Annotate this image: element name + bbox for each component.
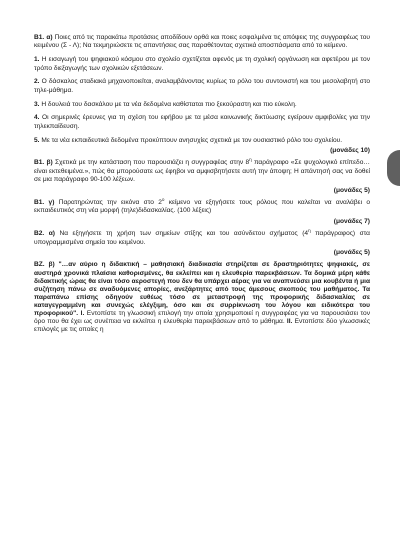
- marks-b2a: (μονάδες 5): [333, 249, 370, 257]
- statement-number: 1.: [34, 56, 40, 64]
- question-text: Εντοπίστε τη γλωσσική επιλογή την οποία χρησιμοποιεί η συγγραφέας για να παρουσιάσει τον όρο που θα έχει ως συνέπεια να εκλείπει η ελευθερία παρεκβάσεων από το μάθημα.: [34, 310, 370, 326]
- question-b2b: [34, 261, 370, 334]
- question-text: Παρατηρώντας την εικόνα στο 2: [54, 199, 162, 207]
- statement-4: [34, 114, 370, 131]
- question-b2a: [34, 230, 370, 247]
- statement-text: Με τα νέα εκπαιδευτικά δεδομένα προκύπτουν ανησυχίες σχετικά με τον ουσιαστικό ρόλο του σχολείου.: [39, 136, 343, 144]
- statement-5: [34, 137, 370, 145]
- statement-number: 3.: [34, 100, 40, 108]
- question-label: Β1. γ): [34, 199, 55, 207]
- statement-1: [34, 56, 370, 73]
- quoted-excerpt: "…αν αύριο η διδακτική – μαθησιακή διαδικασία στηρίζεται σε δραστηριότητες ψηφιακές, σε αυστηρά χρονικά πλαίσια καθορισμένες, θα εκλείπει και η ελευθερία παρεκβάσεων. Τα δομικά μέρη κάθε διδακτικής ώρας θα είναι τόσο αεροστεγή που δεν θα υπάρχει αέρας για να αναπνεύσει μια κουβέντα ή μια συζήτηση πάνω σε αναδυόμενες απορίες, ανεξάρτητες από τους άμεσους σκοπούς του μαθήματος. Τα παραπάνω επίσης οδηγούν ευθέως τόσο σε μεταστροφή της προφορικής διδασκαλίας σε καταγεγραμμένη και συνεχώς ελέγξιμη, όσο και σε συρρίκνωση του λόγου και ειδικότερα του προφορικού". I.: [34, 261, 370, 318]
- question-label: Β1. α): [34, 34, 53, 41]
- statement-2: [34, 78, 370, 95]
- question-text: Σχετικά με την κατάσταση που παρουσιάζει η συγγραφέας στην 8: [52, 159, 250, 167]
- question-text: Να εξηγήσετε τη χρήση των σημείων στίξης και του ασύνδετου σχήματος (4: [55, 230, 309, 238]
- page-edge-tab: [387, 150, 400, 186]
- question-text: Ποιες από τις παρακάτω προτάσεις αποδίδουν ορθά και ποιες εσφαλμένα τις απόψεις της συγγραφέως του κειμένου (Σ - Λ); Να τεκμηριώσετε τις απαντήσεις σας παραθέτοντας σχετικά αποσπάσματα από το κείμενο.: [34, 34, 370, 50]
- question-label: Β1. β): [34, 159, 53, 167]
- statement-number: 5.: [34, 136, 40, 144]
- statement-3: [34, 101, 370, 109]
- question-text: παράγραφο «Σε ψυχολογικό επίπεδο… είναι εκτεθειμένα.», πώς θα μπορούσατε ως έφηβοι να αμφισβητήσετε αυτή την άποψη; Η απάντησή σας να δοθεί σε μια παράγραφο 90-100 λέξεων.: [34, 159, 370, 184]
- question-text: κείμενο να εξηγήσετε τους ρόλους που καλείται να αναλάβει ο εκπαιδευτικός στη νέα μορφή (τηλε)διδασκαλίας. (100 λέξεις): [34, 199, 370, 215]
- subquestion-number: II.: [286, 318, 293, 326]
- superscript: ο: [161, 196, 165, 202]
- superscript: η: [249, 157, 252, 163]
- question-b1b: [34, 159, 370, 184]
- question-label: Β2. α): [34, 230, 55, 238]
- question-text: παράγραφος) στα υπογραμμισμένα σημεία του κειμένου.: [34, 230, 370, 246]
- question-label: ΒΖ. β): [34, 261, 55, 269]
- question-text: Εντοπίστε δύο γλωσσικές επιλογές με τις οποίες η: [34, 318, 370, 334]
- marks-b1c: (μονάδες 7): [333, 217, 370, 225]
- question-b1a: [34, 34, 370, 51]
- marks-b1b: (μονάδες 5): [333, 186, 370, 194]
- statement-text: Ο δάσκαλος σταδιακά μηχανοποιείται, αναλαμβάνοντας κυρίως το ρόλο του συντονιστή και του μεσολαβητή στο τηλε-μάθημα.: [34, 78, 370, 94]
- statement-number: 2.: [34, 78, 40, 86]
- statement-number: 4.: [34, 114, 40, 122]
- statement-text: Οι σημερινές έρευνες για τη σχέση του εφήβου με τα μέσα κοινωνικής δικτύωσης εγείρουν αμφιβολίες για την τηλεκπαίδευση.: [34, 114, 370, 130]
- question-b1c: [34, 196, 370, 216]
- exam-page: [34, 34, 370, 340]
- statement-text: Η δουλειά του δασκάλου με τα νέα δεδομένα καθίσταται πιο ξεκούραστη και πιο εύκολη.: [39, 100, 297, 108]
- statement-text: Η εισαγωγή του ψηφιακού κόσμου στο σχολείο σχετίζεται αφενός με τη σχολική οργάνωση και αφετέρου με τον τρόπο διεξαγωγής των σχολικών εξετάσεων.: [34, 56, 370, 72]
- marks-b1a: (μονάδες 10): [330, 147, 370, 155]
- superscript: η: [308, 228, 311, 234]
